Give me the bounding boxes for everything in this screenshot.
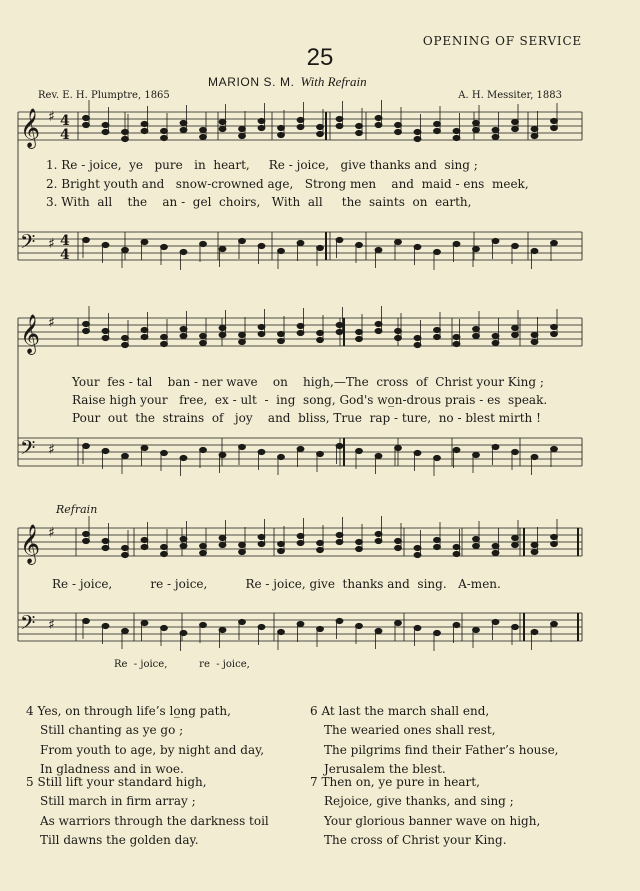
stanza-7 xyxy=(310,773,610,850)
stanza-line: The pilgrims find their Father’s house, xyxy=(324,742,559,757)
stanza-4 xyxy=(26,702,306,779)
stanza-line: Till dawns the golden day. xyxy=(40,832,199,847)
refrain-lyric: Re - joice, re - joice, Re - joice, give thanks and sing. A-men. xyxy=(52,577,501,591)
lyric-line-2-verse-3: Pour out the strains of joy and bliss, True rap - ture, no - blest mirth ! xyxy=(72,411,541,425)
stanza-line: Then on, ye pure in heart, xyxy=(321,775,480,789)
treble-clef-icon: 𝄞 xyxy=(20,314,41,354)
lyric-line-2-verse-1: Your fes - tal ban - ner wave on high,—The cross of Christ your King ; xyxy=(72,375,544,389)
svg-text:♯: ♯ xyxy=(48,315,55,331)
refrain-label: Refrain xyxy=(56,503,98,516)
tune-name: MARION S. M. xyxy=(208,75,295,89)
lyric-line-1-verse-1: 1. Re - joice, ye pure in heart, Re - joice, give thanks and sing ; xyxy=(46,158,478,172)
svg-text:4: 4 xyxy=(60,113,70,129)
svg-text:4: 4 xyxy=(60,247,70,263)
stanza-line: From youth to age, by night and day, xyxy=(40,742,265,757)
treble-clef-icon: 𝄞 xyxy=(20,108,41,148)
stanza-number: 6 xyxy=(310,704,318,718)
bass-clef-icon: 𝄢 xyxy=(20,611,36,639)
refrain-bass-lyric: Re - joice, re - joice, xyxy=(114,659,250,670)
stanza-line: At last the march shall end, xyxy=(321,704,490,718)
svg-text:♯: ♯ xyxy=(48,617,55,633)
stanza-number: 4 xyxy=(26,704,34,718)
stanza-line: Still lift your standard high, xyxy=(37,775,207,789)
lyric-line-1-verse-2: 2. Bright youth and snow-crowned age, Strong men and maid - ens meek, xyxy=(46,177,529,191)
stanza-number: 7 xyxy=(310,775,318,789)
hymn-number: 25 xyxy=(306,44,334,71)
stanza-line: As warriors through the darkness toil xyxy=(40,813,269,828)
stanza-6 xyxy=(310,702,610,779)
stanza-line: Still chanting as ye go ; xyxy=(40,723,184,738)
stanza-line: Jerusalem the blest. xyxy=(324,761,446,776)
stanza-line: Rejoice, give thanks, and sing ; xyxy=(324,794,514,809)
stanza-line: Still march in firm array ; xyxy=(40,794,196,809)
tune-note: With Refrain xyxy=(300,74,367,89)
stanza-line: Your glorious banner wave on high, xyxy=(324,813,541,828)
stanza-number: 5 xyxy=(26,775,34,789)
svg-text:♯: ♯ xyxy=(48,442,55,458)
stanza-line: Yes, on through life’s lo̲ng path, xyxy=(37,704,231,718)
author-credit: Rev. E. H. Plumptre, 1865 xyxy=(38,90,170,101)
svg-text:♯: ♯ xyxy=(48,109,55,125)
svg-text:♯: ♯ xyxy=(48,236,55,252)
composer-credit: A. H. Messiter, 1883 xyxy=(458,90,562,101)
stanza-line: The cross of Christ your King. xyxy=(324,832,507,847)
stanza-5 xyxy=(26,773,306,850)
bass-clef-icon: 𝄢 xyxy=(20,230,36,258)
svg-text:4: 4 xyxy=(60,233,70,249)
stanza-line: In gladness and in woe. xyxy=(40,761,184,776)
treble-clef-icon: 𝄞 xyxy=(20,524,41,564)
lyric-line-2-verse-2: Raise high your free, ex - ult - ing song, God's wo̲n-drous prais - es speak. xyxy=(72,393,548,407)
svg-text:♯: ♯ xyxy=(48,525,55,541)
section-title: OPENING OF SERVICE xyxy=(422,34,582,48)
lyric-line-1-verse-3: 3. With all the an - gel choirs, With all the saints on earth, xyxy=(46,195,472,209)
svg-text:4: 4 xyxy=(60,127,70,143)
bass-clef-icon: 𝄢 xyxy=(20,436,36,464)
stanza-line: The wearied ones shall rest, xyxy=(324,723,496,738)
